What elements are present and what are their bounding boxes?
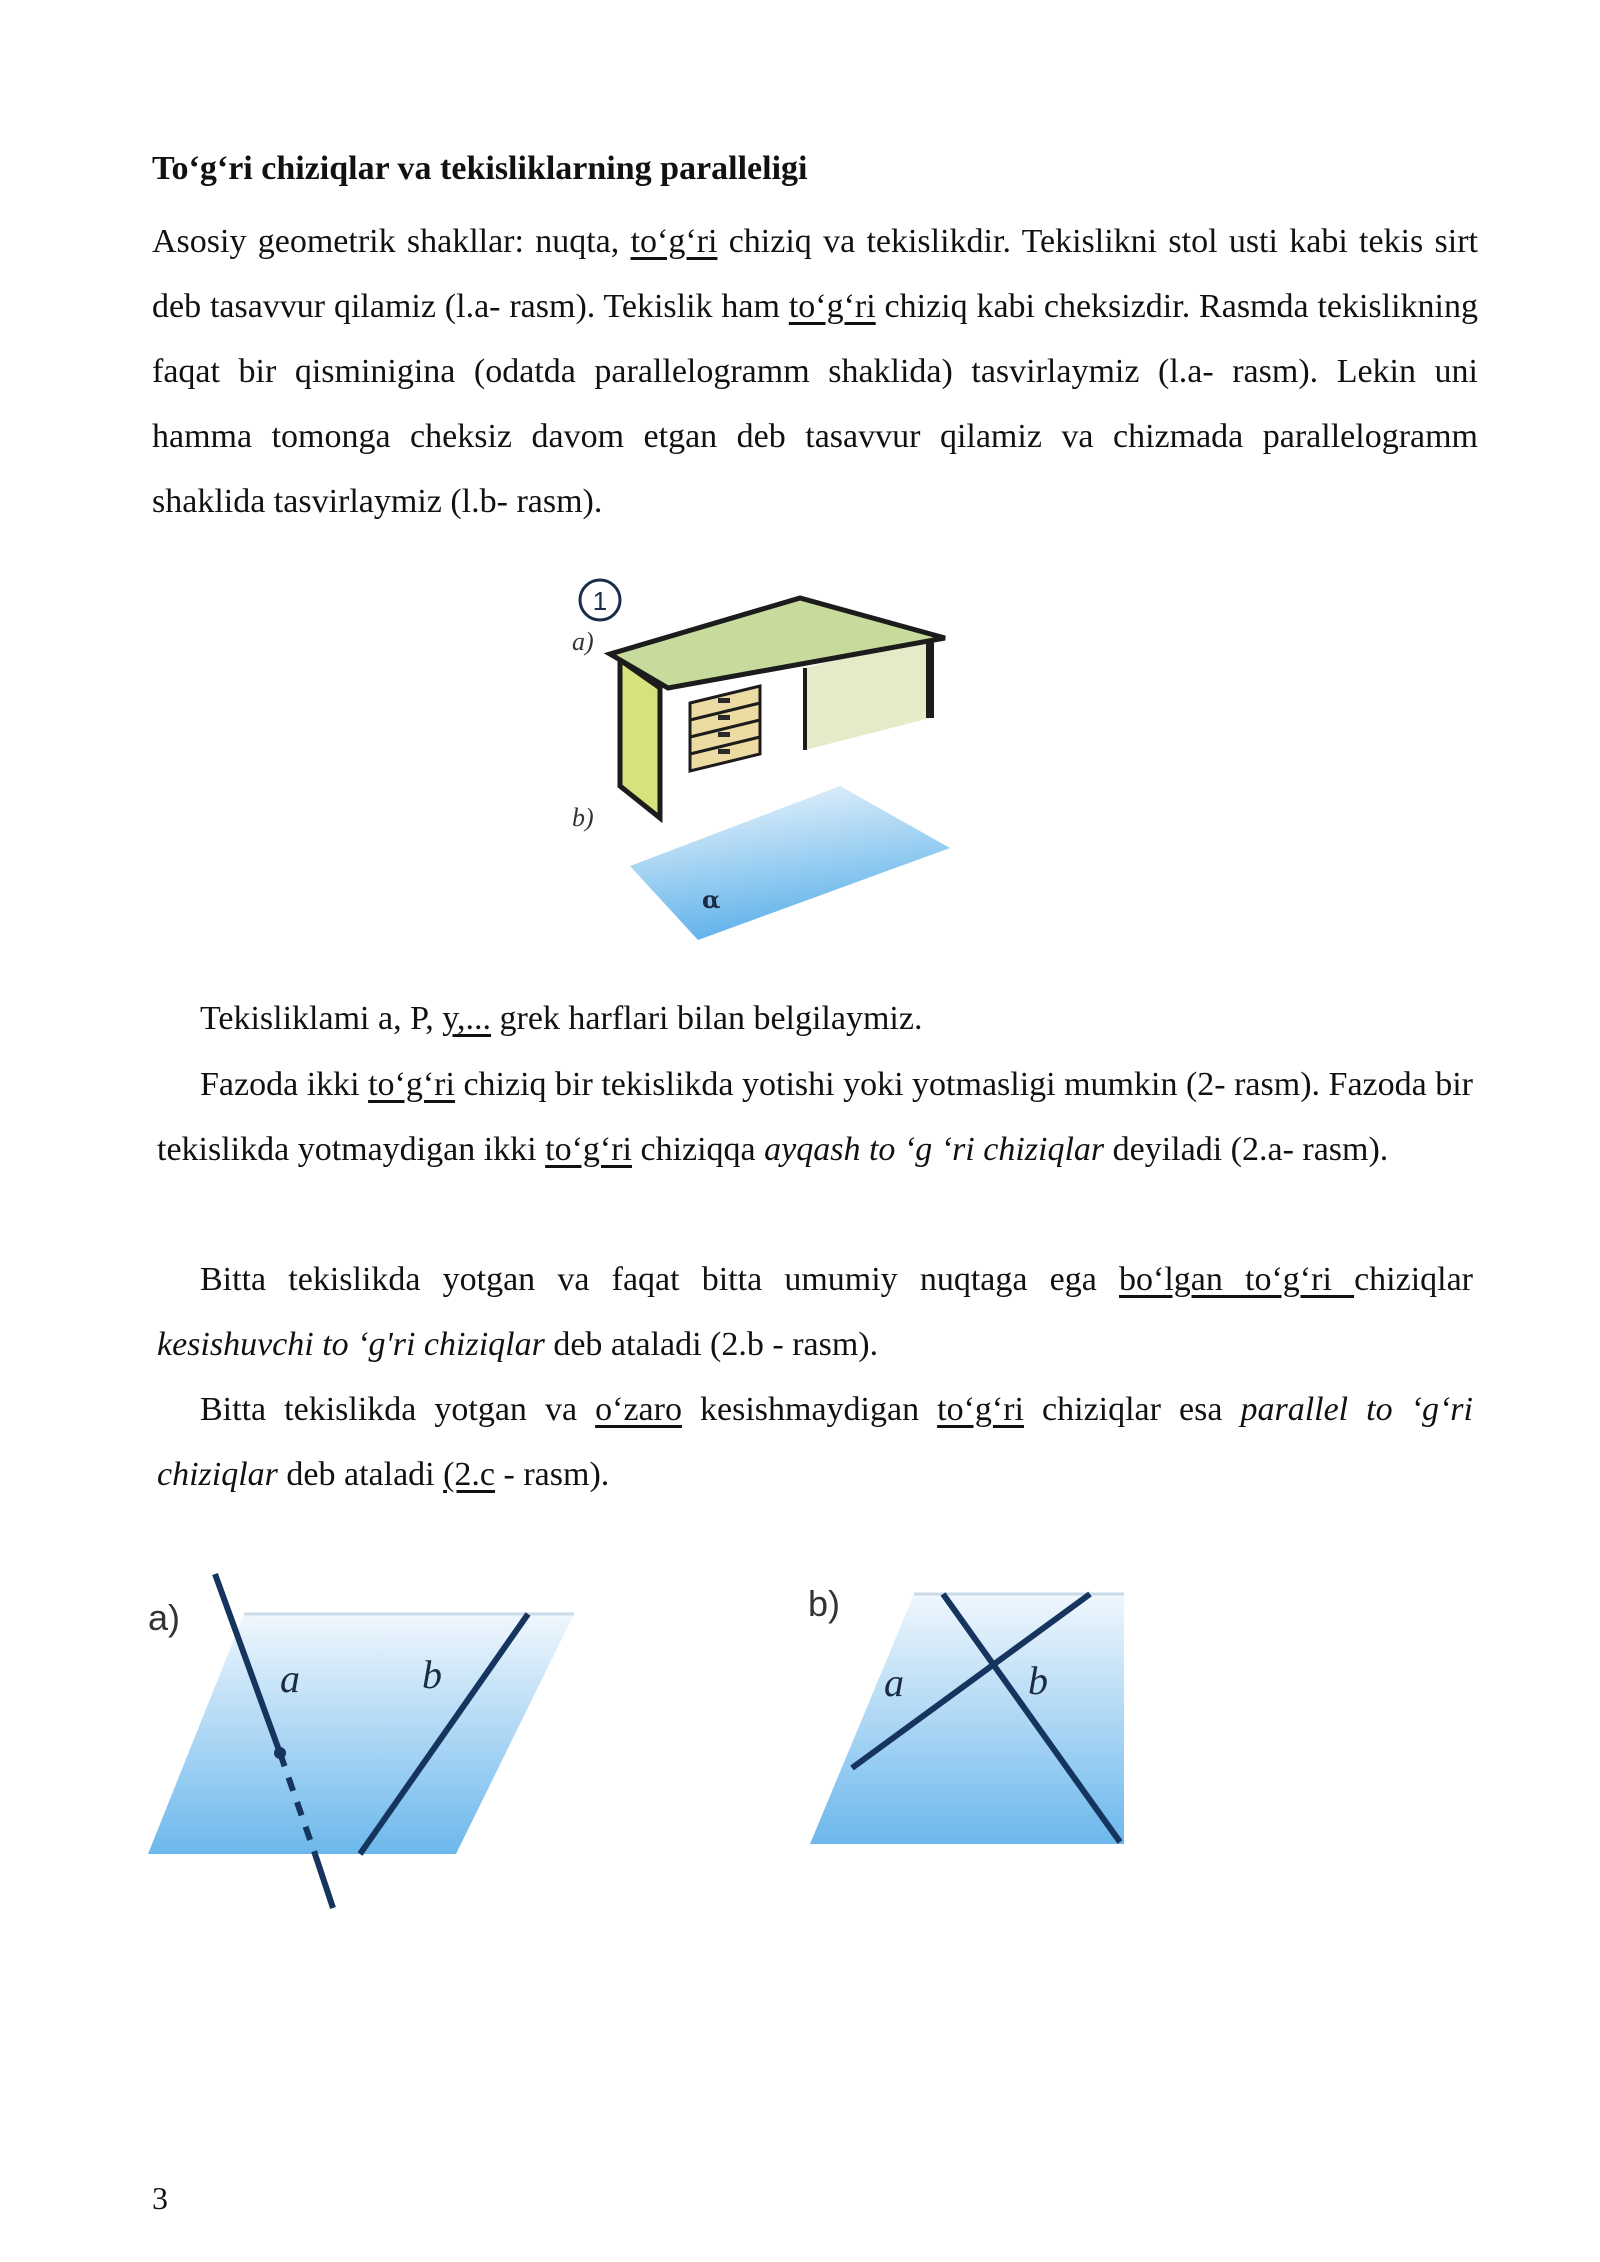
figure-label-b: b) (572, 803, 594, 832)
section-title: To‘g‘ri chiziqlar va tekisliklarning paralleligi (152, 150, 808, 187)
figure-1-desk-plane (560, 568, 980, 968)
underlined-term: to‘g‘ri (545, 1131, 632, 1168)
underlined-term: to‘g‘ri (937, 1391, 1024, 1428)
page-number: 3 (152, 2180, 168, 2216)
plane-alpha-label: α (702, 885, 721, 914)
text-run: deb ataladi (277, 1456, 444, 1493)
text-run: kesishmaydigan (681, 1391, 938, 1428)
text-run: chiziq bir tekislikda yotishi yoki yotmasligi mumkin (2- rasm). Fazoda bir tekislikda yotmaydigan ikki (157, 1066, 1482, 1168)
figure-label-a: a) (572, 627, 594, 656)
text-run: chiziqlar esa (1023, 1391, 1241, 1428)
text-run: - rasm). (495, 1456, 610, 1493)
figure-number: 1 (592, 586, 608, 616)
line-a-label: a (280, 1656, 300, 1701)
text-run: Asosiy geometrik shakllar: nuqta, (152, 223, 631, 260)
defined-term: ayqash to ‘g ‘ri chiziqlar (764, 1131, 1105, 1168)
underlined-term: bo‘lgan to‘g‘ri (1119, 1261, 1355, 1298)
plane-2a (148, 1614, 574, 1854)
text-run: chiziq va tekislikdir. Tekislikni stol usti kabi tekis sirt deb tasavvur qilamiz (l.a- rasm). Tekislik ham (152, 223, 1487, 325)
underlined-term: to‘g‘ri (630, 223, 718, 260)
underlined-term: o‘zaro (595, 1391, 682, 1428)
text-run: deb ataladi (2.b - rasm). (544, 1326, 879, 1363)
underlined-term: (2.c (443, 1456, 496, 1493)
figure-2a-label: a) (148, 1597, 181, 1638)
intro-paragraph (152, 209, 1487, 534)
parallel-lines-paragraph (157, 1377, 1482, 1507)
text-run: chiziq kabi cheksizdir. Rasmda tekislikning faqat bir qisminigina (odatda parallelogramm shaklida) tasvirlaymiz (l.a- rasm). Lekin uni hamma tomonga cheksiz davom etgan deb tasavvur qilamiz va chizmada parallelogramm shaklida tasvirlaymiz (l.b- rasm). (152, 288, 1487, 520)
text-run: Bitta tekislikda yotgan va (200, 1391, 596, 1428)
desk-drawing (610, 598, 945, 818)
text-run: chiziqlar (1354, 1261, 1482, 1298)
text-run: Tekisliklami a, P, (200, 1000, 443, 1037)
figure-2b-intersecting-lines (800, 1572, 1160, 1872)
text-run: Fazoda ikki (200, 1066, 369, 1103)
text-run: Bitta tekislikda yotgan va faqat bitta umumiy nuqtaga ega (200, 1261, 1119, 1298)
figure-2a-skew-lines (140, 1572, 600, 1922)
text-run: deyiladi (2.a- rasm). (1104, 1131, 1389, 1168)
intersecting-lines-paragraph (157, 1247, 1482, 1377)
line-a-label: a (884, 1660, 904, 1705)
defined-term: parallel to ‘g‘ri chiziqlar (157, 1391, 1482, 1493)
skew-lines-paragraph (157, 1052, 1482, 1182)
underlined-term: to‘g‘ri (368, 1066, 455, 1103)
defined-term: kesishuvchi to ‘g'ri chiziqlar (157, 1326, 545, 1363)
line-b-label: b (1028, 1658, 1048, 1703)
line-b-label: b (422, 1652, 442, 1697)
plane-alpha (630, 786, 950, 940)
greek-letters-paragraph (200, 986, 1400, 1051)
figure-2b-label: b) (808, 1583, 841, 1624)
line-a-below (315, 1854, 333, 1908)
underlined-term: to‘g‘ri (788, 288, 876, 325)
underlined-term: y,... (442, 1000, 492, 1037)
text-run: grek harflari bilan belgilaymiz. (491, 1000, 923, 1037)
text-run: chiziqqa (631, 1131, 765, 1168)
